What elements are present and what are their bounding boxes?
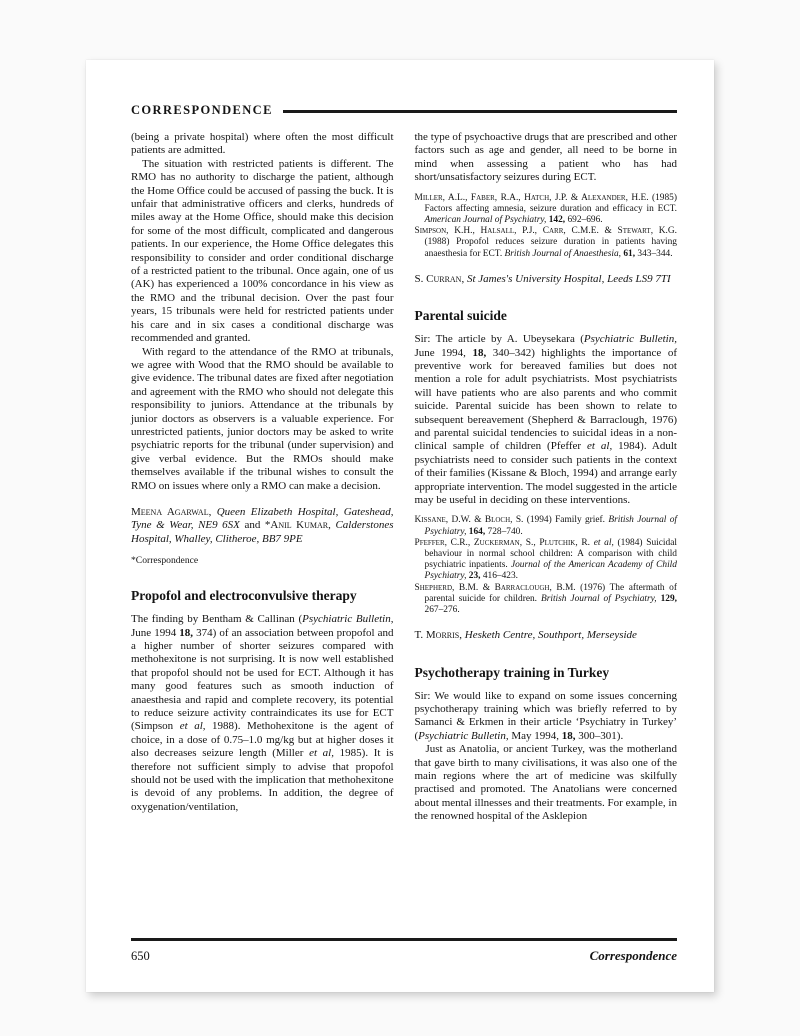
- text-segment: 692–696.: [565, 215, 603, 226]
- text-segment: 61,: [623, 248, 636, 259]
- text-segment: Shepherd, B.M. & Barraclough, B.M.: [414, 582, 576, 593]
- page-content: [131, 103, 677, 824]
- footer-rule: [131, 938, 677, 941]
- letter-title: [131, 588, 394, 604]
- text-segment: Psychiatric Bulletin,: [302, 613, 394, 626]
- text-segment: Sir: We would like to expand on some issues concerning psychotherapy training which was briefly referred to by Samanci & Erkmen in their article ‘Psychiatry in Turkey’ (: [414, 689, 677, 742]
- paragraph: [131, 131, 394, 158]
- text-segment: ,: [208, 505, 217, 518]
- page-header: [131, 103, 677, 118]
- text-segment: (1985) Factors affecting amnesia, seizure duration and efficacy in ECT.: [424, 192, 677, 214]
- text-segment: 23,: [468, 571, 481, 582]
- reference-entry: [415, 515, 678, 537]
- text-segment: Psychiatric Bulletin,: [583, 333, 677, 346]
- text-segment: 416–423.: [480, 571, 518, 582]
- text-segment: 1988). Methohexitone is the agent of choice, in a dose of 0.75–1.0 mg/kg but at higher doses it also decreases seizure length (Miller: [131, 720, 394, 760]
- reference-entry: [415, 538, 678, 583]
- text-segment: (1994) Family grief.: [523, 515, 609, 526]
- text-segment: *Correspondence: [131, 555, 199, 567]
- text-segment: With regard to the attendance of the RMO at tribunals, we agree with Wood that the RMO should be available to give evidence. The tribunal dates are fixed after negotiation and agreement with the RMO who should not delegate this responsibility to juniors. Attendance at the tribunals by junior doctors as observers is a valuable experience. For unrestricted patients, junior doctors may be asked to write psychiatric reports for the tribunal (under supervision) and give verbal evidence. But the RMOs should make themselves available if the tribunal wishes to consult the RMO on issues where only a RMO can make a decision.: [131, 345, 394, 492]
- text-segment: Simpson, K.H., Halsall, P.J., Carr, C.M.E. & Stewart, K.G.: [414, 226, 677, 237]
- signature: [415, 273, 678, 286]
- text-segment: St James's University Hospital, Leeds LS9 7TI: [466, 272, 671, 285]
- left-column: [131, 131, 394, 824]
- text-segment: 300–301).: [575, 729, 624, 742]
- section-title: CORRESPONDENCE: [131, 103, 273, 117]
- two-column-layout: [131, 131, 677, 824]
- text-segment: and *: [239, 519, 271, 532]
- paragraph: [415, 743, 678, 823]
- footnote: [131, 555, 394, 566]
- text-segment: 18,: [561, 729, 576, 742]
- text-segment: ,: [459, 629, 465, 642]
- text-segment: Pfeffer, C.R., Zuckerman, S., Plutchik, R.: [414, 537, 594, 548]
- text-segment: T. Morris: [414, 629, 460, 642]
- letter-title: [415, 308, 678, 324]
- reference-entry: [415, 583, 678, 617]
- page-number: 650: [131, 948, 150, 963]
- text-segment: 164,: [468, 526, 486, 537]
- text-segment: Journal of the American Academy of Child Psychiatry,: [424, 560, 677, 582]
- text-segment: 18,: [472, 346, 487, 359]
- signature: [131, 506, 394, 546]
- text-segment: ,: [328, 519, 336, 532]
- text-segment: (1984) Suicidal behaviour in normal school children: A comparison with child psychiatric inpatients.: [424, 537, 677, 571]
- running-title: Correspondence: [589, 947, 677, 963]
- text-segment: 129,: [660, 593, 677, 604]
- text-segment: American Journal of Psychiatry,: [424, 215, 547, 226]
- page-footer: [131, 938, 677, 964]
- paragraph: [415, 131, 678, 185]
- text-segment: The situation with restricted patients is different. The RMO has no authority to discharge the patient, although the Home Office could be accused of passing the buck. It is unfair that administrative officers and clerks, hundreds of miles away at the Home Office, should make this decision for some of the most difficult, complicated and dangerous patients. In our experience, the Home Office delegates this responsibility to consider and order conditional discharge of a restricted patient to the tribunal. Once again, one of us (AK) has experienced a 100% concordance in his view as the RMO and the tribunal decision. Over the past four years, 15 tribunals were held for restricted patients under his care and in six cases a conditional discharge was recommended and granted.: [131, 157, 394, 345]
- text-segment: 18,: [179, 626, 194, 639]
- right-column: [415, 131, 678, 824]
- reference-entry: [415, 193, 678, 227]
- text-segment: Psychiatric Bulletin,: [418, 729, 509, 742]
- header-rule: [283, 110, 677, 113]
- text-segment: Kissane, D.W. & Bloch, S.: [414, 515, 524, 526]
- text-segment: et al,: [179, 720, 206, 733]
- letter-title: [415, 665, 678, 681]
- text-segment: et al,: [309, 747, 334, 760]
- text-segment: 1985). It is therefore not sufficient simply to advise that propofol should not be used with the implication that methohexitone is devoid of any problems. In addition, the degree of oxygenation/ventilation,: [131, 747, 394, 813]
- text-segment: Meena Agarwal: [131, 505, 209, 518]
- paragraph: [131, 613, 394, 814]
- text-segment: British Journal of Psychiatry,: [540, 593, 657, 604]
- text-segment: June 1994,: [414, 346, 473, 359]
- text-segment: Queen Elizabeth Hospital, Gateshead, Tyne & Wear, NE9 6SX: [131, 505, 394, 532]
- text-segment: Just as Anatolia, or ancient Turkey, was the motherland that gave birth to many civilisations, it was also one of the main regions where the art of medicine was skilfully practised and promoted. The Anatolians were concerned about mental illnesses and their treatments. For example, in the renowned hospital of the Asklepion: [414, 743, 677, 823]
- text-segment: Propofol and electroconvulsive therapy: [131, 588, 357, 604]
- text-segment: (1976) The aftermath of parental suicide for children.: [424, 582, 677, 604]
- text-segment: 267–276.: [424, 605, 460, 616]
- signature: [415, 629, 678, 642]
- paragraph: [415, 690, 678, 744]
- paragraph: [415, 333, 678, 507]
- footer-row: [131, 948, 677, 964]
- text-segment: 1984). Adult psychiatrists need to consider such patients in the context of their families (Kissane & Bloch, 1994) and arrange early appropriate intervention. The model suggested in the article may be useful in deciding on these interventions.: [414, 440, 677, 507]
- text-segment: 142,: [548, 215, 566, 226]
- text-segment: 374) of an association between propofol and a higher number of shorter seizures compared with methohexitone is not surprising. It is now well established that propofol should not be used for ECT. Although it has many good features such as smooth induction of anaesthesia and rapid and complete recovery, its potential to reduce seizure activity contraindicates its use for ECT (Simpson: [131, 626, 394, 733]
- text-segment: S. Curran: [414, 272, 462, 285]
- text-segment: Anil Kumar: [270, 519, 329, 532]
- text-segment: May 1994,: [508, 729, 562, 742]
- text-segment: British Journal of Psychiatry,: [424, 515, 677, 537]
- text-segment: (being a private hospital) where often the most difficult patients are admitted.: [131, 131, 394, 157]
- text-segment: Sir: The article by A. Ubeysekara (: [414, 333, 584, 346]
- reference-entry: [415, 226, 678, 260]
- paragraph: [131, 158, 394, 346]
- text-segment: Parental suicide: [414, 308, 507, 324]
- paragraph: [131, 346, 394, 493]
- text-segment: et al,: [587, 440, 613, 453]
- text-segment: the type of psychoactive drugs that are prescribed and other factors such as age and gender, all need to be borne in mind when assessing a patient who has had short/unsatisfactory seizures during ECT.: [414, 131, 677, 184]
- text-segment: The finding by Bentham & Callinan (: [131, 613, 303, 626]
- text-segment: 340–342) highlights the importance of preventive work for bereaved families but does not mention a role for adult psychiatrists. Most psychiatrists will have patients who are also parents and who commit suicide. Parental suicide has been shown to relate to subsequent bereavement (Shepherd & Barraclough, 1976) and parental suicidal tendencies to suicidal ideas in a non-clinical sample of children (Pfeffer: [414, 346, 677, 453]
- text-segment: (1988) Propofol reduces seizure duration in patients having anaesthesia for ECT.: [424, 237, 677, 259]
- text-segment: Miller, A.L., Faber, R.A., Hatch, J.P. & Alexander, H.E.: [414, 192, 649, 203]
- text-segment: British Journal of Anaesthesia,: [504, 248, 622, 259]
- text-segment: Hesketh Centre, Southport, Merseyside: [464, 629, 637, 642]
- text-segment: Calderstones Hospital, Whalley, Clitheroe, BB7 9PE: [131, 519, 394, 545]
- text-segment: et al,: [593, 537, 614, 548]
- text-segment: Psychotherapy training in Turkey: [414, 664, 610, 680]
- text-segment: June 1994: [131, 626, 180, 639]
- text-segment: 728–740.: [485, 526, 523, 537]
- text-segment: ,: [461, 272, 467, 285]
- text-segment: 343–344.: [635, 248, 673, 259]
